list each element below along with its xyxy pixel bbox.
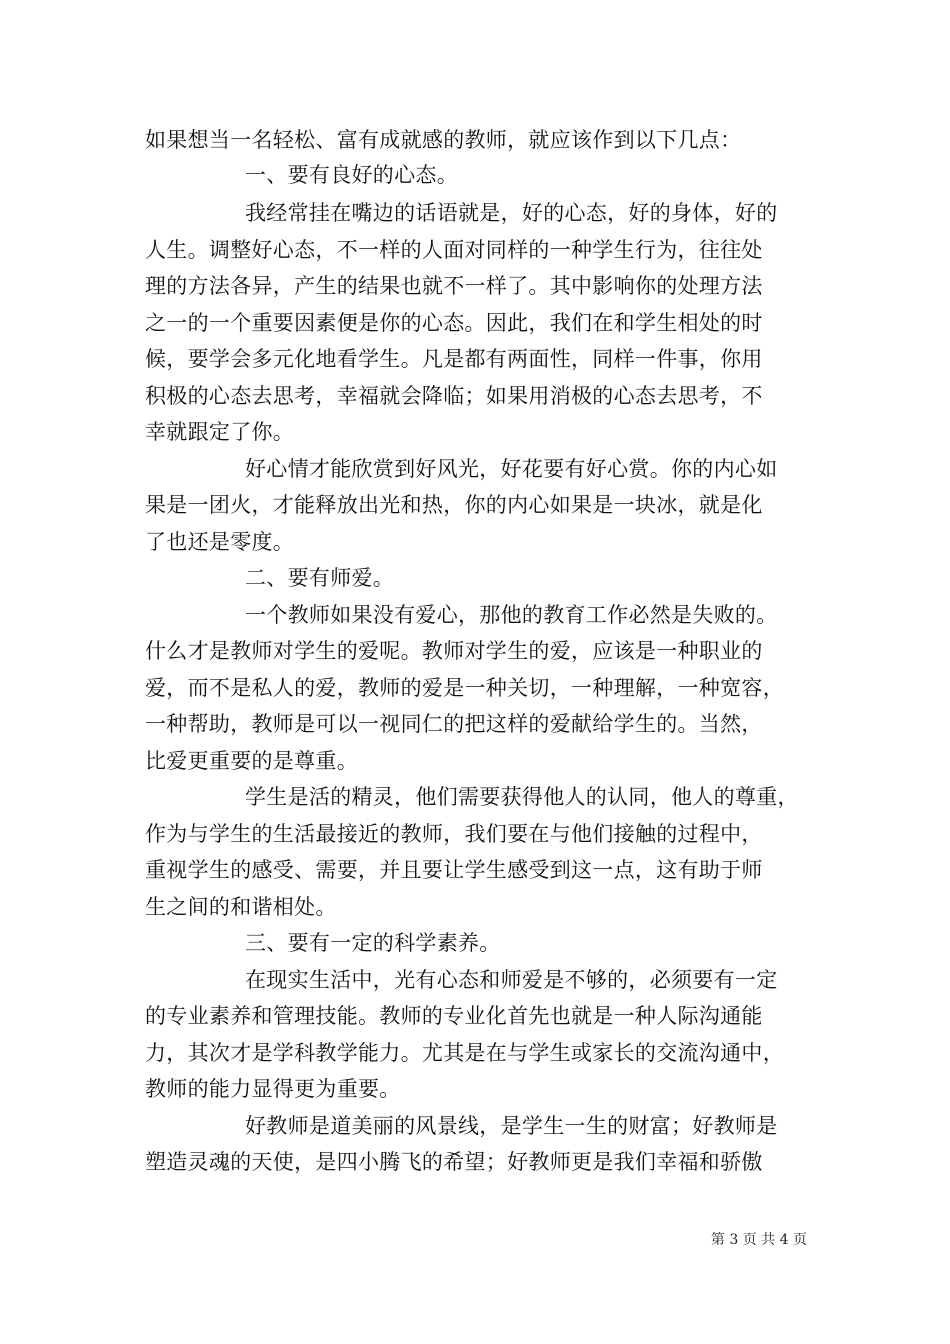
paragraph-line: 一种帮助，教师是可以一视同仁的把这样的爱献给学生的。当然，	[145, 712, 763, 736]
paragraph-line: 教师的能力显得更为重要。	[145, 1077, 401, 1101]
paragraph-line: 幸就跟定了你。	[145, 420, 295, 444]
section-heading-1: 一、要有良好的心态。	[245, 163, 458, 187]
paragraph-line: 候，要学会多元化地看学生。凡是都有两面性，同样一件事，你用	[145, 347, 763, 371]
paragraph-line: 理的方法各异，产生的结果也就不一样了。其中影响你的处理方法	[145, 274, 763, 298]
paragraph-line: 了也还是零度。	[145, 530, 295, 554]
paragraph-line: 作为与学生的生活最接近的教师，我们要在与他们接触的过程中，	[145, 822, 763, 846]
text-line-intro: 如果想当一名轻松、富有成就感的教师，就应该作到以下几点：	[145, 128, 742, 152]
paragraph-line: 人生。调整好心态，不一样的人面对同样的一种学生行为，往往处	[145, 238, 763, 262]
paragraph-line: 力，其次才是学科教学能力。尤其是在与学生或家长的交流沟通中，	[145, 1041, 784, 1065]
paragraph-line: 塑造灵魂的天使，是四小腾飞的希望；好教师更是我们幸福和骄傲	[145, 1150, 763, 1174]
paragraph-line: 在现实生活中，光有心态和师爱是不够的，必须要有一定	[245, 968, 778, 992]
paragraph-line: 果是一团火，才能释放出光和热，你的内心如果是一块冰，就是化	[145, 493, 763, 517]
paragraph-line: 好心情才能欣赏到好风光，好花要有好心赏。你的内心如	[245, 457, 778, 481]
paragraph-line: 我经常挂在嘴边的话语就是，好的心态，好的身体，好的	[245, 201, 778, 225]
paragraph-line: 一个教师如果没有爱心，那他的教育工作必然是失败的。	[245, 603, 778, 627]
paragraph-line: 生之间的和谐相处。	[145, 895, 337, 919]
section-heading-2: 二、要有师爱。	[245, 566, 395, 590]
paragraph-line: 好教师是道美丽的风景线，是学生一生的财富；好教师是	[245, 1114, 778, 1138]
paragraph-line: 之一的一个重要因素便是你的心态。因此，我们在和学生相处的时	[145, 311, 763, 335]
paragraph-line: 积极的心态去思考，幸福就会降临；如果用消极的心态去思考，不	[145, 384, 763, 408]
paragraph-line: 什么才是教师对学生的爱呢。教师对学生的爱，应该是一种职业的	[145, 639, 763, 663]
paragraph-line: 爱，而不是私人的爱，教师的爱是一种关切，一种理解，一种宽容，	[145, 676, 784, 700]
paragraph-line: 学生是活的精灵，他们需要获得他人的认同，他人的尊重，	[245, 785, 799, 809]
paragraph-line: 重视学生的感受、需要，并且要让学生感受到这一点，这有助于师	[145, 858, 763, 882]
section-heading-3: 三、要有一定的科学素养。	[245, 931, 501, 955]
paragraph-line: 的专业素养和管理技能。教师的专业化首先也就是一种人际沟通能	[145, 1004, 763, 1028]
page-number: 第 3 页 共 4 页	[710, 1232, 807, 1248]
paragraph-line: 比爱更重要的是尊重。	[145, 749, 358, 773]
